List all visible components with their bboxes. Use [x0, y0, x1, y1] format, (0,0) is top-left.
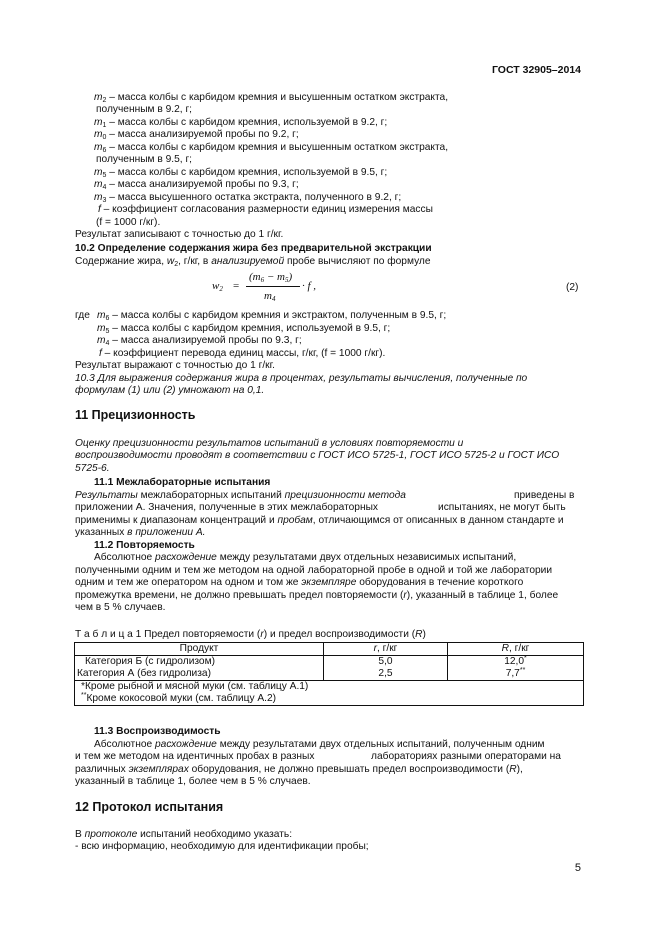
page-number: 5: [574, 862, 581, 874]
s11-3-line1: Абсолютное расхождение между результатами двух отдельных испытаний, полученным одним: [94, 739, 545, 750]
s11-1-line2-end: испытаниях, не могут быть: [438, 502, 566, 513]
result-note-2: Результат выражают с точностью до 1 г/кг.: [75, 360, 275, 371]
def2-m5: $m_5$ – масса колбы с карбидом кремния, используемой в 9.5, г;: [97, 323, 391, 335]
table-header-row: [75, 643, 584, 656]
section-10-2-title: 10.2 Определение содержания жира без предварительной экстракции: [75, 243, 432, 254]
def2-f: f – коэффициент перевода единиц массы, г/кг, (f = 1000 г/кг).: [99, 348, 386, 359]
s11-1-line4: указанных в приложении А.: [75, 527, 206, 538]
where-label: где: [75, 310, 90, 321]
header-R: R, г/кг: [448, 643, 584, 656]
s11-1-line1-end: приведены в: [514, 490, 575, 501]
section-10-3-line1: 10.3 Для выражения содержания жира в процентах, результаты вычисления, полученные по: [75, 373, 528, 384]
s11-2-line4: промежутка времени, не должно превышать предел повторяемости (r), указанный в таблице 1, более: [75, 590, 559, 601]
s12-line2: - всю информацию, необходимую для идентификации пробы;: [75, 841, 369, 852]
formula-fraction-bar: [246, 286, 300, 287]
formula-equals: =: [233, 280, 240, 292]
section-11-title: 11 Прецизионность: [75, 408, 196, 422]
s11-3-line4: указанный в таблице 1, более чем в 5 % случаев.: [75, 776, 311, 787]
def-m5: $m_5$ – масса колбы с карбидом кремния, используемой в 9.5, г;: [94, 167, 388, 179]
s11-2-line1: Абсолютное расхождение между результатами двух отдельных независимых испытаний,: [94, 552, 517, 563]
s11-2-line3: одним и тем же оператором на одном и том же экземпляре оборудования в течение короткого: [75, 577, 524, 588]
s11-p1-line2: воспроизводимости проводят в соответствии с ГОСТ ИСО 5725-1, ГОСТ ИСО 5725-2 и ГОСТ ИСО: [75, 450, 560, 461]
formula-tail: · f ,: [302, 280, 317, 292]
def-m4: $m_4$ – масса анализируемой пробы по 9.3, г;: [94, 179, 299, 191]
s11-2-line2: полученными одним и тем же методом на одной лабораторной пробе в одной и той же лаборатории: [75, 565, 553, 576]
table-row: [75, 656, 584, 681]
section-11-1-title: 11.1 Межлабораторные испытания: [94, 477, 271, 488]
def2-m4: $m_4$ – масса анализируемой пробы по 9.3, г;: [97, 335, 302, 347]
def-m1: $m_1$ – масса колбы с карбидом кремния, используемой в 9.2, г;: [94, 117, 388, 129]
s11-3-line2-end: лабораториях разными операторами на: [371, 751, 561, 762]
section-11-3-title: 11.3 Воспроизводимость: [94, 726, 221, 737]
table-footnotes: *Кроме рыбной и мясной муки (см. таблицу А.1) **Кроме кокосовой муки (см. таблицу А.2): [75, 681, 584, 706]
s11-3-line2: и тем же методом на идентичных пробах в разных: [75, 751, 315, 762]
formula-lhs: $w_2$: [212, 280, 223, 293]
def-m3: $m_3$ – масса высушенного остатка экстракта, полученного в 9.2, г;: [94, 192, 402, 204]
formula-number: (2): [566, 282, 579, 293]
formula-denominator: $m_4$: [264, 290, 276, 303]
def-m2-cont: полученным в 9.2, г;: [96, 104, 192, 115]
header-r: r, г/кг: [324, 643, 448, 656]
def-m6: $m_6$ – масса колбы с карбидом кремния и высушенным остатком экстракта,: [94, 142, 449, 154]
s11-3-line3: различных экземплярах оборудования, не должно превышать предел воспроизводимости (R),: [75, 764, 523, 775]
table-footnotes-row: [75, 681, 584, 706]
def-m6-cont: полученным в 9.5, г;: [96, 154, 192, 165]
def-f: f – коэффициент согласования размерности единиц измерения массы: [98, 204, 433, 215]
section-12-title: 12 Протокол испытания: [75, 800, 224, 814]
table-cell-r: 5,0 2,5: [324, 656, 448, 681]
doc-header-id: ГОСТ 32905–2014: [491, 64, 581, 76]
s11-p1-line1: Оценку прецизионности результатов испытаний в условиях повторяемости и: [75, 438, 464, 449]
table-1-caption: Т а б л и ц а 1 Предел повторяемости (r) и предел воспроизводимости (R): [75, 629, 426, 640]
result-note-1: Результат записывают с точностью до 1 г/кг.: [75, 229, 284, 240]
table-cell-R: 12,0* 7,7**: [448, 656, 584, 681]
s12-line1: В протоколе испытаний необходимо указать:: [75, 829, 293, 840]
table-cell-product: Категория Б (с гидролизом) Категория А (без гидролиза): [75, 656, 324, 681]
def-m0: $m_0$ – масса анализируемой пробы по 9.2, г;: [94, 129, 299, 141]
table-1: [74, 642, 584, 706]
def-f-cont: (f = 1000 г/кг).: [96, 217, 161, 228]
s11-p1-line3: 5725-6.: [75, 463, 110, 474]
formula-numerator: $(m_6 - m_5)$: [249, 271, 293, 284]
section-10-2-intro: Содержание жира, $w_2$, г/кг, в анализируемой пробе вычисляют по формуле: [75, 256, 431, 268]
def2-m6: $m_6$ – масса колбы с карбидом кремния и экстрактом, полученным в 9.5, г;: [97, 310, 447, 322]
section-11-2-title: 11.2 Повторяемость: [94, 540, 195, 551]
def-m2: $m_2$ – масса колбы с карбидом кремния и высушенным остатком экстракта,: [94, 92, 449, 104]
s11-1-line2: приложении А. Значения, полученные в этих межлабораторных: [75, 502, 378, 513]
s11-2-line5: чем в 5 % случаев.: [75, 602, 166, 613]
s11-1-line1: Результаты межлабораторных испытаний прецизионности метода: [75, 490, 406, 501]
section-10-3-line2: формулам (1) или (2) умножают на 0,1.: [75, 385, 265, 396]
s11-1-line3: применимы к диапазонам концентраций и пробам, отличающимся от описанных в данном стандарте и: [75, 515, 564, 526]
header-product: Продукт: [75, 643, 324, 656]
